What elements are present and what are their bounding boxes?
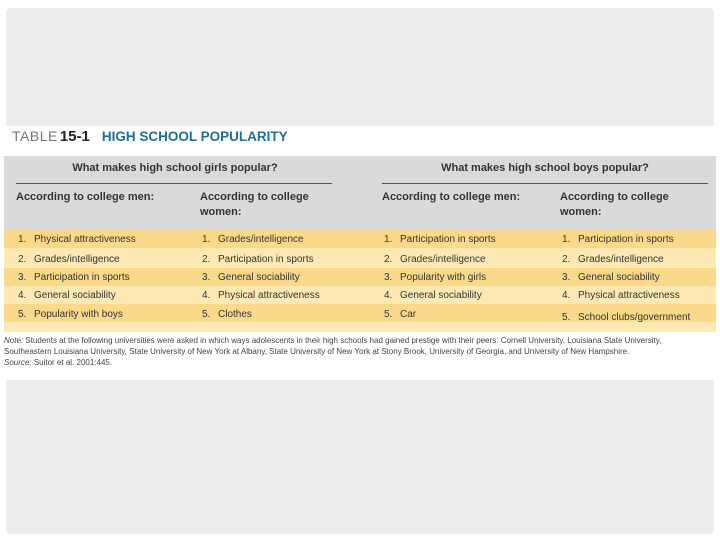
table-cell (562, 290, 680, 301)
boys-group-rule (382, 183, 708, 184)
table-number: 15-1 (59, 128, 90, 145)
criterion-text: General sociability (578, 272, 660, 283)
table-cell (202, 234, 304, 245)
criterion-text: Grades/intelligence (34, 254, 120, 265)
criterion-text: Popularity with girls (400, 272, 487, 283)
rank-number: 3. (562, 272, 571, 283)
rank-number: 4. (202, 290, 211, 301)
rank-number: 4. (18, 290, 27, 301)
rank-number: 2. (384, 254, 393, 265)
table-cell (562, 234, 674, 245)
col-boys-women: According to college women: (560, 191, 669, 218)
table-cell (18, 290, 116, 301)
table-cell (18, 254, 120, 265)
table-cell (18, 234, 136, 245)
rank-number: 2. (18, 254, 27, 265)
table-cell (202, 254, 314, 265)
criterion-text: Participation in sports (400, 234, 496, 245)
rank-number: 5. (562, 312, 571, 323)
criterion-text: Participation in sports (578, 234, 674, 245)
note-text: Students at the following universities were asked in which ways adolescents in their high schools had gained prestige with their peers: Cornell University, Louisiana State University, Southeastern Louisiana University, State University of New York at Albany, State University of New York at Stony Brook, University of Georgia, and University of New Hampshire. (4, 336, 662, 356)
rank-number: 3. (202, 272, 211, 283)
source-label: Source: (4, 358, 32, 367)
table-cell (202, 309, 252, 320)
criterion-text: Car (400, 309, 417, 320)
rank-number: 2. (562, 254, 571, 265)
rank-number: 2. (202, 254, 211, 265)
rank-number: 1. (202, 234, 211, 245)
rank-number: 1. (562, 234, 571, 245)
boys-group-heading: What makes high school boys popular? (441, 162, 649, 174)
criterion-text: Participation in sports (218, 254, 314, 265)
criterion-text: Grades/intelligence (578, 254, 664, 265)
table-note (4, 335, 704, 368)
col-boys-men: According to college men: (382, 191, 521, 203)
criterion-text: General sociability (400, 290, 482, 301)
table-cell (18, 272, 130, 283)
table-cell (562, 312, 690, 323)
criterion-text: Clothes (218, 309, 252, 320)
criterion-text: General sociability (218, 272, 300, 283)
table-cell (384, 234, 496, 245)
rank-number: 1. (18, 234, 27, 245)
rank-number: 5. (18, 309, 27, 320)
criterion-text: Grades/intelligence (218, 234, 304, 245)
table-cell (562, 272, 660, 283)
rank-number: 5. (202, 309, 211, 320)
table-label: TABLE (12, 128, 58, 144)
rank-number: 3. (384, 272, 393, 283)
table-cell (384, 272, 486, 283)
table-cell (384, 254, 486, 265)
criterion-text: Participation in sports (34, 272, 130, 283)
table-cell (384, 290, 482, 301)
criterion-text: General sociability (34, 290, 116, 301)
table-figure (0, 126, 716, 380)
rank-number: 4. (562, 290, 571, 301)
table-cell (384, 309, 416, 320)
criterion-text: Physical attractiveness (34, 234, 136, 245)
table-cell (202, 290, 320, 301)
col-girls-women: According to college women: (200, 191, 309, 218)
girls-group-heading: What makes high school girls popular? (72, 162, 278, 174)
criterion-text: Physical attractiveness (218, 290, 320, 301)
criterion-text: Popularity with boys (34, 309, 123, 320)
table-cell (202, 272, 300, 283)
rank-number: 1. (384, 234, 393, 245)
table-title (12, 128, 288, 150)
col-girls-men: According to college men: (16, 191, 155, 203)
criterion-text: Grades/intelligence (400, 254, 486, 265)
table-name: HIGH SCHOOL POPULARITY (101, 129, 288, 144)
criterion-text: School clubs/government (578, 312, 691, 323)
rank-number: 5. (384, 309, 393, 320)
criterion-text: Physical attractiveness (578, 290, 680, 301)
table-body (4, 230, 716, 332)
table-cell (562, 254, 664, 265)
rank-number: 3. (18, 272, 27, 283)
table-cell (18, 309, 123, 320)
girls-group-rule (16, 183, 332, 184)
source-text: Suitor et al. 2001:445. (33, 358, 113, 367)
rank-number: 4. (384, 290, 393, 301)
note-label: Note: (4, 336, 24, 345)
